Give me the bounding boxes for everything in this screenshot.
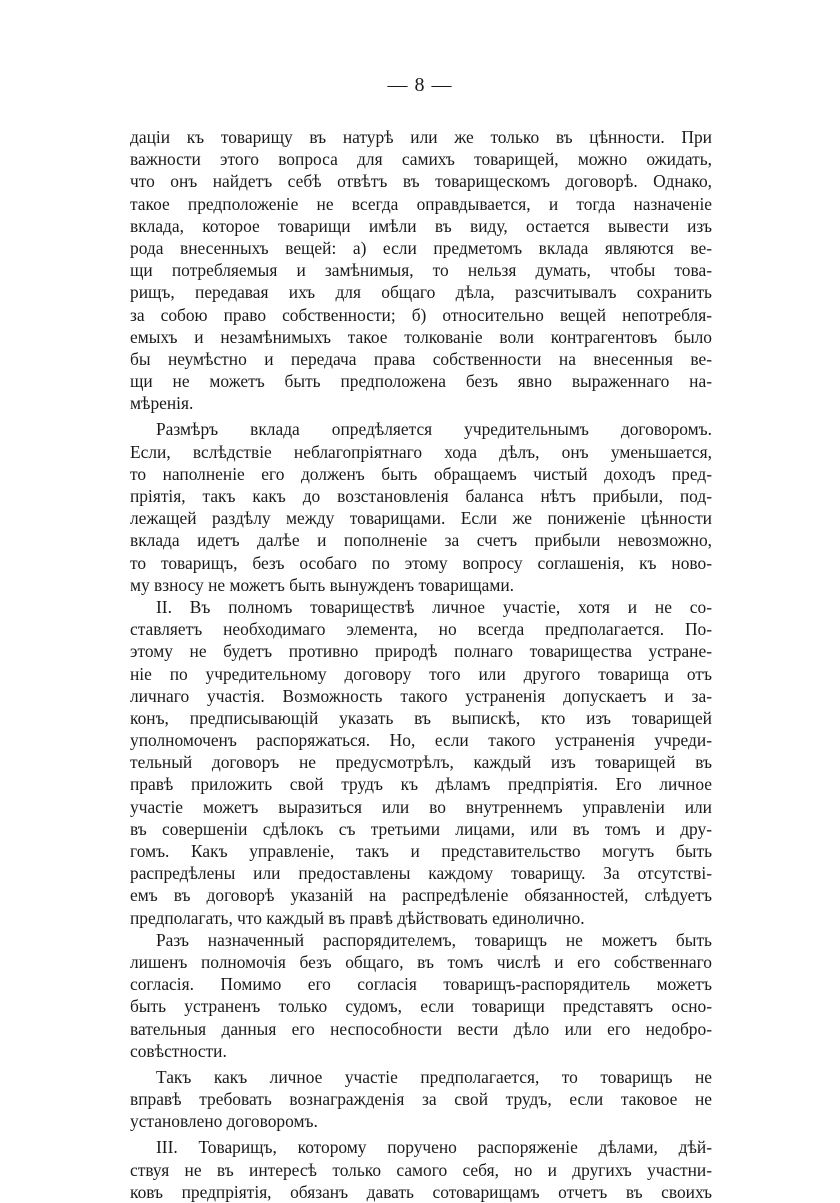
text-line: распредѣлены или предоставлены каждому товарищу. За отсутствi-	[130, 863, 712, 884]
text-line: личнаго участiя. Возможность такого устраненiя допускаетъ и за-	[130, 685, 712, 706]
text-line: Разъ назначенный распорядителемъ, товарищъ не можетъ быть	[156, 929, 712, 950]
text-line: нiе по учредительному договору того или другого товарища отъ	[130, 663, 712, 684]
text-line: вклада, которое товарищи имѣли въ виду, остается вывести изъ	[130, 215, 712, 236]
text-line: тельный договоръ не предусмотрѣлъ, каждый изъ товарищей въ	[130, 752, 712, 773]
text-line: такое предположенiе не всегда оправдывается, и тогда назначенiе	[130, 193, 712, 214]
text-line: гомъ. Какъ управленiе, такъ и представительство могутъ быть	[130, 841, 712, 861]
text-line: II. Въ полномъ товариществѣ личное участiе, хотя и не со-	[156, 596, 712, 617]
text-line: установлено договоромъ.	[130, 1111, 318, 1132]
text-line: этому не будетъ противно природѣ полнаго товарищества устране-	[130, 641, 712, 662]
text-line: ствуя не въ интересѣ только самого себя, но и другихъ участни-	[130, 1159, 712, 1180]
text-line: участiе можетъ выразиться или во внутреннемъ управленiи или	[130, 796, 712, 817]
text-line: ставляетъ необходимаго элемента, но всегда предполагается. По-	[130, 619, 712, 640]
text-line: рода внесенныхъ вещей: а) если предметомъ вклада являются ве-	[130, 237, 712, 258]
text-line: ковъ предпрiятiя, обязанъ давать сотоварищамъ отчетъ въ своихъ	[130, 1181, 712, 1202]
text-line: то товарищъ, безъ особаго по этому вопросу соглашенiя, къ ново-	[130, 552, 712, 573]
text-line: вательныя данныя его неспособности вести дѣло или его недобро-	[130, 1018, 712, 1039]
text-line: лежащей раздѣлу между товарищами. Если же пониженiе цѣнности	[130, 508, 712, 529]
text-line: вклада идетъ далѣе и пополненiе за счетъ прибыли невозможно,	[130, 530, 712, 551]
text-line: щи потребляемыя и замѣнимыя, то нельзя думать, чтобы това-	[130, 260, 712, 281]
text-line: конъ, предписывающiй указать въ выпискѣ, кто изъ товарищей	[130, 707, 712, 728]
text-line: то наполненiе его долженъ быть обращаемъ чистый доходъ пред-	[130, 463, 712, 484]
text-line: прiятiя, такъ какъ до возстановленiя баланса нѣтъ прибыли, под-	[130, 486, 712, 506]
text-line: Такъ какъ личное участiе предполагается, то товарищъ не	[156, 1066, 712, 1087]
text-line: Размѣръ вклада опредѣляется учредительнымъ договоромъ.	[156, 419, 712, 440]
text-line: III. Товарищъ, которому поручено распоряженiе дѣлами, дѣй-	[156, 1137, 712, 1158]
text-line: правѣ приложить свой трудъ къ дѣламъ предпрiятiя. Его личное	[130, 774, 712, 795]
text-line: уполномоченъ распоряжаться. Но, если такого устраненiя учреди-	[130, 730, 712, 751]
text-line: лишенъ полномочiя безъ общаго, въ томъ числѣ и его собственнаго	[130, 951, 712, 972]
text-line: Если, вслѣдствiе неблагопрiятнаго хода дѣлъ, онъ уменьшается,	[130, 441, 712, 462]
text-line: совѣстности.	[130, 1040, 227, 1061]
text-line: му взносу не можетъ быть вынужденъ товарищами.	[130, 574, 515, 595]
text-line: быть устраненъ только судомъ, если товарищи представятъ осно-	[130, 996, 712, 1017]
text-line: мѣренiя.	[130, 393, 194, 414]
text-line: въ совершенiи сдѣлокъ съ третьими лицами, или въ томъ и дру-	[130, 818, 712, 839]
text-line: предполагать, что каждый въ правѣ дѣйствовать единолично.	[130, 907, 585, 928]
text-line: согласiя. Помимо его согласiя товарищъ-распорядитель можетъ	[130, 974, 712, 995]
page-number: — 8 —	[387, 74, 453, 96]
text-line: емыхъ и незамѣнимыхъ такое толкованiе воли контрагентовъ было	[130, 326, 712, 347]
text-line: рищъ, передавая ихъ для общаго дѣла, разсчитывалъ сохранить	[130, 282, 712, 303]
text-line: емъ въ договорѣ указанiй на распредѣленiе обязанностей, слѣдуетъ	[130, 885, 712, 906]
text-line: щи не можетъ быть предположена безъ явно выраженнаго на-	[130, 371, 712, 392]
text-line: вправѣ требовать вознагражденiя за свой трудъ, если таковое не	[130, 1089, 712, 1110]
text-line: дацiи къ товарищу въ натурѣ или же только въ цѣнности. При	[130, 127, 712, 147]
text-line: важности этого вопроса для самихъ товарищей, можно ожидать,	[130, 149, 712, 170]
body-text	[130, 126, 712, 1203]
text-line: что онъ найдетъ себѣ отвѣтъ въ товарищескомъ договорѣ. Однако,	[130, 171, 712, 192]
text-line: бы неумѣстно и передача права собственности на внесенныя ве-	[130, 348, 712, 369]
text-line: за собою право собственности; б) относительно вещей непотребля-	[130, 304, 712, 325]
